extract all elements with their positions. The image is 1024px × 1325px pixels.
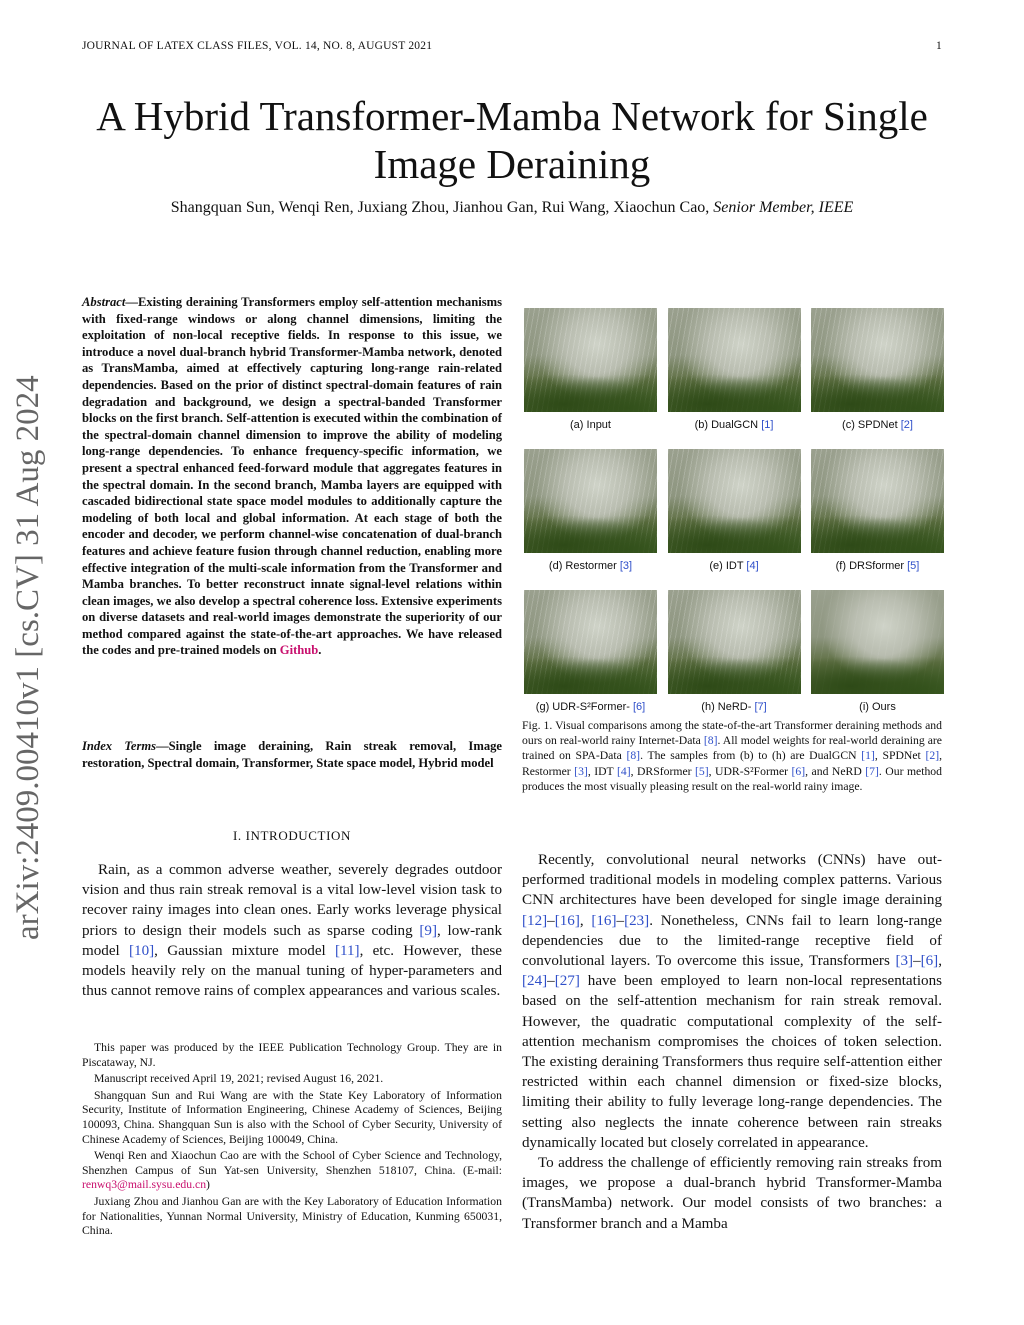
citation-link[interactable]: [10] (129, 942, 155, 959)
result-image-drsformer (811, 449, 944, 553)
citation-link[interactable]: [1] (761, 419, 774, 431)
citation-link[interactable]: [9] (419, 922, 437, 939)
subfig-caption: (i) Ours (859, 701, 896, 713)
abstract (82, 294, 502, 659)
citation-link[interactable]: [7] (754, 701, 767, 713)
footnote (82, 1149, 502, 1193)
caption-row (524, 419, 944, 431)
citation-link[interactable]: [8] (703, 734, 718, 748)
subfig-caption: (c) SPDNet [2] (842, 419, 913, 431)
citation-link[interactable]: [5] (907, 560, 920, 572)
citation-link[interactable]: [24] (522, 973, 548, 990)
abstract-end: . (318, 643, 322, 658)
abstract-text: —Existing deraining Transformers employ self-attention mechanisms with fixed-range windows or along channel dimensions, limiting the exploitation of non-local receptive fields. In response to this issue, we introduce a novel dual-branch hybrid Transformer-Mamba network, denoted as TransMamba, aimed at effectively capturing long-range rain-related dependencies. Based on the prior of distinct spectral-domain features of rain degradation and background, we design a spectral-banded Transformer blocks on the first branch. Self-attention is executed within the combination of the spectral-domain channel dimension to improve the ability of modeling long-range dependencies. To enhance frequency-specific information, we present a spectral enhanced feed-forward module that aggregates features in the spectral domain. In the second branch, Mamba layers are equipped with cascaded bidirectional state space model modules to additionally capture the modeling of both local and global information. At each stage of both the encoder and decoder, we perform channel-wise concatenation of dual-branch features and achieve feature fusion through channel reduction, enabling more effective integration of the multi-scale information from the Transformer and Mamba branches. To better reconstruct innate signal-level relations within clean images, we also develop a spectral coherence loss. Extensive experiments on diverse datasets and real-world images demonstrate the superiority of our method compared against the state-of-the-art approaches. We have released the codes and pre-trained models on (82, 295, 502, 658)
citation-link[interactable]: [16] (591, 912, 617, 929)
rainy-image-input (524, 308, 657, 412)
subfig-caption: (a) Input (570, 419, 611, 431)
figure-row (524, 308, 944, 412)
footnotes (82, 1041, 502, 1241)
author-list (60, 199, 964, 217)
citation-link[interactable]: [11] (334, 942, 360, 959)
running-head: JOURNAL OF LATEX CLASS FILES, VOL. 14, NO. 8, AUGUST 2021 (82, 40, 433, 52)
footnote: Manuscript received April 19, 2021; revised August 16, 2021. (94, 1072, 384, 1086)
citation-link[interactable]: [1] (861, 749, 875, 763)
citation-link[interactable]: [5] (695, 764, 709, 778)
index-terms-lead: Index Terms (82, 739, 157, 753)
citation-link[interactable]: [12] (522, 912, 548, 929)
paper-title: A Hybrid Transformer-Mamba Network for Single Image Deraining (96, 93, 928, 187)
email-link[interactable]: renwq3@mail.sysu.edu.cn (82, 1178, 207, 1192)
result-image-dualgcn (668, 308, 801, 412)
citation-link[interactable]: [16] (554, 912, 580, 929)
citation-link[interactable]: [23] (624, 912, 650, 929)
result-image-ours (811, 590, 944, 694)
citation-link[interactable]: [6] (920, 953, 939, 970)
citation-link[interactable]: [8] (626, 749, 641, 763)
result-image-udr (524, 590, 657, 694)
citation-link[interactable]: [3] (574, 764, 588, 778)
footnote: This paper was produced by the IEEE Publication Technology Group. They are in Piscataway, NJ. (82, 1041, 502, 1069)
footnote-text: Wenqi Ren and Xiaochun Cao are with the School of Cyber Science and Technology, Shenzhen Campus of Sun Yat-sen University, Shenzhen 518107, China. (E-mail: (82, 1149, 502, 1177)
caption-row (524, 560, 944, 572)
footnote: Juxiang Zhou and Jianhou Gan are with the Key Laboratory of Education Information for Nationalities, Yunnan Normal University, Ministry of Education, Kunming 650031, China. (82, 1194, 502, 1238)
citation-link[interactable]: [3] (895, 953, 914, 970)
abstract-lead: Abstract (82, 295, 126, 309)
paragraph: Recently, convolutional neural networks (CNNs) have out-performed traditional models in modeling complex patterns. Various CNN architectures have been developed for single image deraining [12]–[16], [16]–[23]. Nonetheless, CNNs fail to learn long-range dependencies due to the limited-range receptive field of convolutional layers. To overcome this issue, Transformers [3]–[6], [24]–[27] have been employed to learn non-local representations based on the self-attention mechanism for rain streak removal. However, the quadratic computational complexity of the self-attention mechanism compromises the choices of token selection. The existing deraining Transformers thus require self-attention either restricted within each channel dimension or fixed-size blocks, limiting their ability to fully leverage long-range dependencies. The setting also neglects the innate coherence between rain streaks dynamically located but closely correlated in appearance. (522, 852, 942, 1151)
figure-grid (524, 308, 944, 731)
figure-row (524, 590, 944, 694)
result-image-spdnet (811, 308, 944, 412)
author-role: Senior Member, IEEE (713, 199, 854, 216)
figure-caption: Fig. 1. Visual comparisons among the state-of-the-art Transformer deraining methods and ours on real-world rainy Internet-Data [8]. All model weights for real-world deraining are trained on SPA-Data [8]. The samples from (b) to (h) are DualGCN [1], SPDNet [2], Restormer [3], IDT [4], DRSformer [5], UDR-S²Former [6], and NeRD [7]. Our method produces the most visually pleasing result on the real-world rainy image. (522, 719, 943, 793)
github-link[interactable]: Github (279, 643, 319, 658)
section-heading: I. INTRODUCTION (232, 828, 352, 843)
figure-row (524, 449, 944, 553)
subfig-caption: (e) IDT [4] (709, 560, 759, 572)
intro-text: Rain, as a common adverse weather, severely degrades outdoor vision and thus rain streak removal is a vital low-level vision task to recover rainy images into clean ones. Early works leverage physical priors to design their models such as sparse coding (82, 862, 502, 939)
subfig-caption: (g) UDR-S²Former- [6] (535, 701, 646, 713)
arxiv-stamp: arXiv:2409.00410v1 [cs.CV] 31 Aug 2024 (10, 375, 46, 940)
footnote: Shangquan Sun and Rui Wang are with the State Key Laboratory of Information Security, Institute of Information Engineering, Chinese Academy of Sciences, Beijing 100093, China. Shangquan Sun is also with the School of Cyber Security, University of Chinese Academy of Sciences, Beijing 100049, China. (82, 1088, 502, 1146)
citation-link[interactable]: [4] (746, 560, 759, 572)
caption-row (524, 701, 944, 713)
citation-link[interactable]: [27] (554, 973, 580, 990)
subfig-caption: (f) DRSformer [5] (835, 560, 920, 572)
page-number: 1 (936, 40, 942, 52)
intro-paragraph (82, 860, 502, 1001)
result-image-idt (668, 449, 801, 553)
citation-link[interactable]: [7] (865, 764, 879, 778)
citation-link[interactable]: [6] (632, 701, 646, 713)
subfig-caption: (d) Restormer [3] (548, 560, 633, 572)
index-terms-text: —Single image deraining, Rain streak removal, Image restoration, Spectral domain, Transformer, State space model, Hybrid model (82, 739, 503, 770)
intro-text: , low-rank model (82, 922, 502, 959)
index-terms (82, 738, 502, 771)
paragraph: To address the challenge of efficiently removing rain streaks from images, we propose a dual-branch hybrid Transformer-Mamba (TransMamba) network. Our model consists of two branches: a Transformer branch and a Mamba (522, 1155, 942, 1232)
subfig-caption: (b) DualGCN [1] (694, 419, 774, 431)
citation-link[interactable]: [6] (791, 764, 806, 778)
result-image-restormer (524, 449, 657, 553)
citation-link[interactable]: [2] (925, 749, 940, 763)
subfig-caption: (h) NeRD- [7] (701, 701, 767, 713)
citation-link[interactable]: [4] (616, 764, 631, 778)
footnote-text: ) (206, 1178, 210, 1192)
intro-text: , Gaussian mixture model (154, 942, 335, 959)
right-column-text (522, 850, 942, 1234)
intro-text: , etc. However, these models heavily rely on the manual tuning of hyper-parameters and thus cannot remove rains of complex appearances and various scales. (82, 942, 502, 1000)
citation-link[interactable]: [3] (619, 560, 633, 572)
citation-link[interactable]: [2] (900, 419, 913, 431)
author-names: Shangquan Sun, Wenqi Ren, Juxiang Zhou, Jianhou Gan, Rui Wang, Xiaochun Cao, (170, 199, 710, 216)
result-image-nerd (668, 590, 801, 694)
